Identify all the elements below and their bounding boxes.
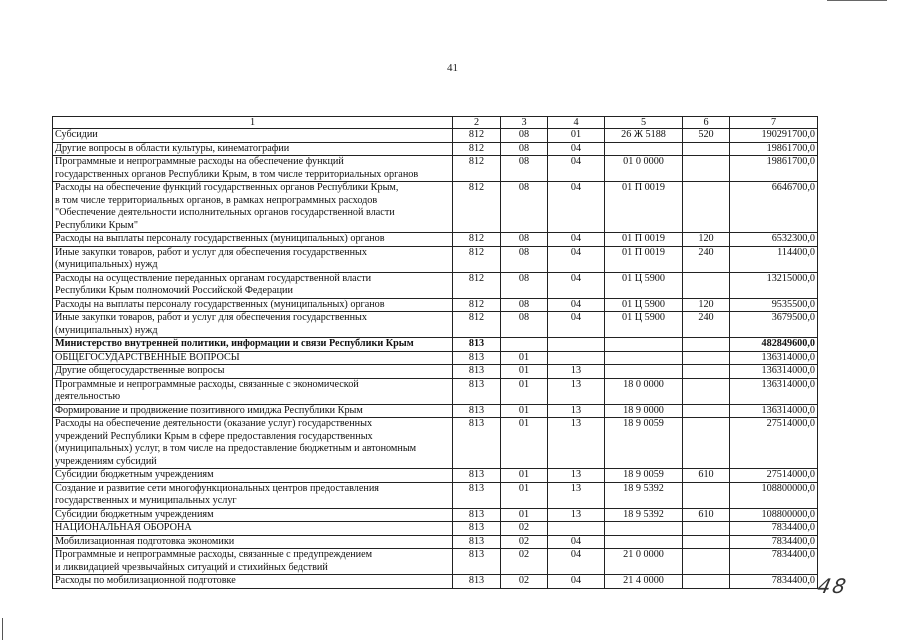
row-subsection-code: 04 — [548, 575, 605, 589]
row-subsection-code: 04 — [548, 156, 605, 182]
row-amount: 13215000,0 — [730, 272, 818, 298]
row-amount: 7834400,0 — [730, 575, 818, 589]
row-section-code: 01 — [501, 351, 548, 365]
row-section-code: 08 — [501, 312, 548, 338]
row-name: Программные и непрограммные расходы, связанные с экономической деятельностью — [53, 378, 453, 404]
col-header-1: 1 — [53, 117, 453, 129]
table-row — [53, 378, 818, 404]
row-target-code — [605, 365, 683, 379]
row-expense-type-code — [683, 156, 730, 182]
table-row — [53, 298, 818, 312]
row-amount: 19861700,0 — [730, 142, 818, 156]
handwritten-page-note: 48 — [815, 574, 851, 598]
row-expense-type-code — [683, 378, 730, 404]
table-row — [53, 508, 818, 522]
row-name: Создание и развитие сети многофункциональных центров предоставления государственных и муниципальных услуг — [53, 482, 453, 508]
row-ministry-code: 813 — [453, 482, 501, 508]
row-target-code: 18 9 0000 — [605, 404, 683, 418]
row-target-code — [605, 338, 683, 352]
row-expense-type-code — [683, 272, 730, 298]
row-target-code: 01 0 0000 — [605, 156, 683, 182]
row-name: Другие вопросы в области культуры, кинематографии — [53, 142, 453, 156]
row-ministry-code: 812 — [453, 182, 501, 233]
row-ministry-code: 813 — [453, 418, 501, 469]
row-section-code: 08 — [501, 233, 548, 247]
col-header-3: 3 — [501, 117, 548, 129]
row-amount: 7834400,0 — [730, 549, 818, 575]
row-target-code: 01 Ц 5900 — [605, 312, 683, 338]
row-ministry-code: 813 — [453, 351, 501, 365]
row-section-code: 01 — [501, 482, 548, 508]
row-expense-type-code: 520 — [683, 129, 730, 143]
row-amount: 136314000,0 — [730, 365, 818, 379]
table-row — [53, 246, 818, 272]
row-name: Субсидии бюджетным учреждениям — [53, 508, 453, 522]
row-ministry-code: 813 — [453, 575, 501, 589]
row-section-code: 01 — [501, 469, 548, 483]
row-subsection-code: 04 — [548, 298, 605, 312]
table-row — [53, 182, 818, 233]
row-section-code: 08 — [501, 298, 548, 312]
table-row — [53, 535, 818, 549]
row-name: Мобилизационная подготовка экономики — [53, 535, 453, 549]
row-expense-type-code — [683, 549, 730, 575]
row-ministry-code: 813 — [453, 535, 501, 549]
row-section-code: 02 — [501, 535, 548, 549]
table-row — [53, 418, 818, 469]
row-expense-type-code — [683, 404, 730, 418]
row-amount: 27514000,0 — [730, 469, 818, 483]
row-subsection-code: 13 — [548, 378, 605, 404]
table-row — [53, 272, 818, 298]
row-name: Расходы на обеспечение деятельности (оказание услуг) государственных учреждений Республики Крым в сфере предоставления государственных (муниципальных) услуг, в том числе на предоставление бюджетным и автономным учреждениям субсидий — [53, 418, 453, 469]
row-subsection-code: 13 — [548, 418, 605, 469]
row-name: НАЦИОНАЛЬНАЯ ОБОРОНА — [53, 522, 453, 536]
row-name: Расходы на выплаты персоналу государственных (муниципальных) органов — [53, 233, 453, 247]
table-row — [53, 575, 818, 589]
row-target-code: 01 П 0019 — [605, 233, 683, 247]
row-name: Иные закупки товаров, работ и услуг для обеспечения государственных (муниципальных) нужд — [53, 312, 453, 338]
row-section-code: 01 — [501, 365, 548, 379]
row-subsection-code: 04 — [548, 233, 605, 247]
row-subsection-code: 04 — [548, 549, 605, 575]
table-row — [53, 312, 818, 338]
row-section-code: 02 — [501, 522, 548, 536]
row-amount: 7834400,0 — [730, 535, 818, 549]
row-expense-type-code: 610 — [683, 469, 730, 483]
row-expense-type-code — [683, 522, 730, 536]
row-subsection-code: 13 — [548, 508, 605, 522]
table-row — [53, 522, 818, 536]
row-amount: 114400,0 — [730, 246, 818, 272]
row-subsection-code: 04 — [548, 535, 605, 549]
row-expense-type-code: 120 — [683, 233, 730, 247]
row-subsection-code — [548, 338, 605, 352]
row-name: Программные и непрограммные расходы на обеспечение функций государственных органов Республики Крым, в том числе территориальных органов — [53, 156, 453, 182]
row-expense-type-code — [683, 418, 730, 469]
row-expense-type-code: 240 — [683, 312, 730, 338]
table-row — [53, 365, 818, 379]
row-amount: 108800000,0 — [730, 508, 818, 522]
row-expense-type-code: 240 — [683, 246, 730, 272]
row-expense-type-code — [683, 338, 730, 352]
budget-table — [52, 116, 818, 589]
row-name: Субсидии — [53, 129, 453, 143]
row-subsection-code: 13 — [548, 482, 605, 508]
row-name: Расходы на выплаты персоналу государственных (муниципальных) органов — [53, 298, 453, 312]
table-row — [53, 129, 818, 143]
row-expense-type-code: 610 — [683, 508, 730, 522]
row-subsection-code: 04 — [548, 312, 605, 338]
row-expense-type-code — [683, 535, 730, 549]
row-subsection-code: 13 — [548, 404, 605, 418]
row-section-code: 02 — [501, 575, 548, 589]
table-row — [53, 404, 818, 418]
row-expense-type-code — [683, 482, 730, 508]
row-expense-type-code — [683, 182, 730, 233]
row-section-code: 08 — [501, 156, 548, 182]
row-amount: 3679500,0 — [730, 312, 818, 338]
row-name: Иные закупки товаров, работ и услуг для обеспечения государственных (муниципальных) нужд — [53, 246, 453, 272]
row-name: ОБЩЕГОСУДАРСТВЕННЫЕ ВОПРОСЫ — [53, 351, 453, 365]
col-header-6: 6 — [683, 117, 730, 129]
row-amount: 7834400,0 — [730, 522, 818, 536]
row-ministry-code: 812 — [453, 312, 501, 338]
row-target-code: 18 9 0059 — [605, 469, 683, 483]
row-section-code: 08 — [501, 272, 548, 298]
row-amount: 108800000,0 — [730, 482, 818, 508]
row-section-code: 08 — [501, 182, 548, 233]
row-target-code: 21 0 0000 — [605, 549, 683, 575]
row-amount: 19861700,0 — [730, 156, 818, 182]
col-header-2: 2 — [453, 117, 501, 129]
row-expense-type-code — [683, 365, 730, 379]
row-target-code — [605, 142, 683, 156]
row-section-code — [501, 338, 548, 352]
row-ministry-code: 812 — [453, 246, 501, 272]
row-name: Министерство внутренней политики, информации и связи Республики Крым — [53, 338, 453, 352]
scan-edge-mark — [827, 0, 887, 1]
row-name: Программные и непрограммные расходы, связанные с предупреждением и ликвидацией чрезвычайных ситуаций и стихийных бедствий — [53, 549, 453, 575]
row-ministry-code: 813 — [453, 404, 501, 418]
row-subsection-code: 04 — [548, 142, 605, 156]
row-target-code: 01 П 0019 — [605, 246, 683, 272]
row-ministry-code: 813 — [453, 549, 501, 575]
row-target-code: 01 Ц 5900 — [605, 272, 683, 298]
row-ministry-code: 812 — [453, 142, 501, 156]
col-header-5: 5 — [605, 117, 683, 129]
row-ministry-code: 813 — [453, 508, 501, 522]
row-name: Расходы по мобилизационной подготовке — [53, 575, 453, 589]
row-ministry-code: 812 — [453, 129, 501, 143]
row-name: Расходы на осуществление переданных органам государственной власти Республики Крым полномочий Российской Федерации — [53, 272, 453, 298]
row-target-code: 21 4 0000 — [605, 575, 683, 589]
table-row — [53, 338, 818, 352]
row-ministry-code: 812 — [453, 298, 501, 312]
row-section-code: 01 — [501, 404, 548, 418]
row-amount: 9535500,0 — [730, 298, 818, 312]
row-ministry-code: 813 — [453, 378, 501, 404]
row-target-code: 01 П 0019 — [605, 182, 683, 233]
table-row — [53, 142, 818, 156]
row-ministry-code: 813 — [453, 469, 501, 483]
row-target-code — [605, 535, 683, 549]
row-section-code: 01 — [501, 378, 548, 404]
row-section-code: 08 — [501, 246, 548, 272]
row-target-code: 18 9 0059 — [605, 418, 683, 469]
row-section-code: 08 — [501, 129, 548, 143]
row-amount: 6646700,0 — [730, 182, 818, 233]
table-row — [53, 549, 818, 575]
page-number: 41 — [447, 62, 458, 74]
row-amount: 136314000,0 — [730, 404, 818, 418]
table-row — [53, 469, 818, 483]
row-ministry-code: 812 — [453, 156, 501, 182]
table-row — [53, 351, 818, 365]
row-ministry-code: 812 — [453, 233, 501, 247]
row-ministry-code: 813 — [453, 522, 501, 536]
row-ministry-code: 813 — [453, 365, 501, 379]
row-amount: 27514000,0 — [730, 418, 818, 469]
row-target-code: 18 9 5392 — [605, 482, 683, 508]
scan-edge-mark — [2, 618, 3, 640]
row-amount: 482849600,0 — [730, 338, 818, 352]
row-expense-type-code — [683, 351, 730, 365]
row-name: Формирование и продвижение позитивного имиджа Республики Крым — [53, 404, 453, 418]
table-header-row — [53, 117, 818, 129]
table-row — [53, 482, 818, 508]
row-section-code: 02 — [501, 549, 548, 575]
row-subsection-code: 13 — [548, 365, 605, 379]
row-target-code — [605, 351, 683, 365]
col-header-7: 7 — [730, 117, 818, 129]
row-section-code: 01 — [501, 508, 548, 522]
row-expense-type-code: 120 — [683, 298, 730, 312]
row-subsection-code: 01 — [548, 129, 605, 143]
row-name: Субсидии бюджетным учреждениям — [53, 469, 453, 483]
row-amount: 190291700,0 — [730, 129, 818, 143]
row-name: Расходы на обеспечение функций государственных органов Республики Крым, в том числе территориальных органов, в рамках непрограммных расходов "Обеспечение деятельности исполнительных органов государственной власти Республики Крым" — [53, 182, 453, 233]
row-ministry-code: 812 — [453, 272, 501, 298]
table-row — [53, 233, 818, 247]
row-amount: 136314000,0 — [730, 378, 818, 404]
row-expense-type-code — [683, 142, 730, 156]
row-target-code: 18 9 5392 — [605, 508, 683, 522]
row-amount: 6532300,0 — [730, 233, 818, 247]
row-subsection-code: 04 — [548, 246, 605, 272]
row-ministry-code: 813 — [453, 338, 501, 352]
row-expense-type-code — [683, 575, 730, 589]
row-section-code: 01 — [501, 418, 548, 469]
row-target-code: 26 Ж 5188 — [605, 129, 683, 143]
table-row — [53, 156, 818, 182]
row-target-code — [605, 522, 683, 536]
row-amount: 136314000,0 — [730, 351, 818, 365]
row-target-code: 18 0 0000 — [605, 378, 683, 404]
row-subsection-code — [548, 351, 605, 365]
row-name: Другие общегосударственные вопросы — [53, 365, 453, 379]
row-section-code: 08 — [501, 142, 548, 156]
row-target-code: 01 Ц 5900 — [605, 298, 683, 312]
row-subsection-code: 04 — [548, 182, 605, 233]
row-subsection-code — [548, 522, 605, 536]
col-header-4: 4 — [548, 117, 605, 129]
row-subsection-code: 04 — [548, 272, 605, 298]
row-subsection-code: 13 — [548, 469, 605, 483]
